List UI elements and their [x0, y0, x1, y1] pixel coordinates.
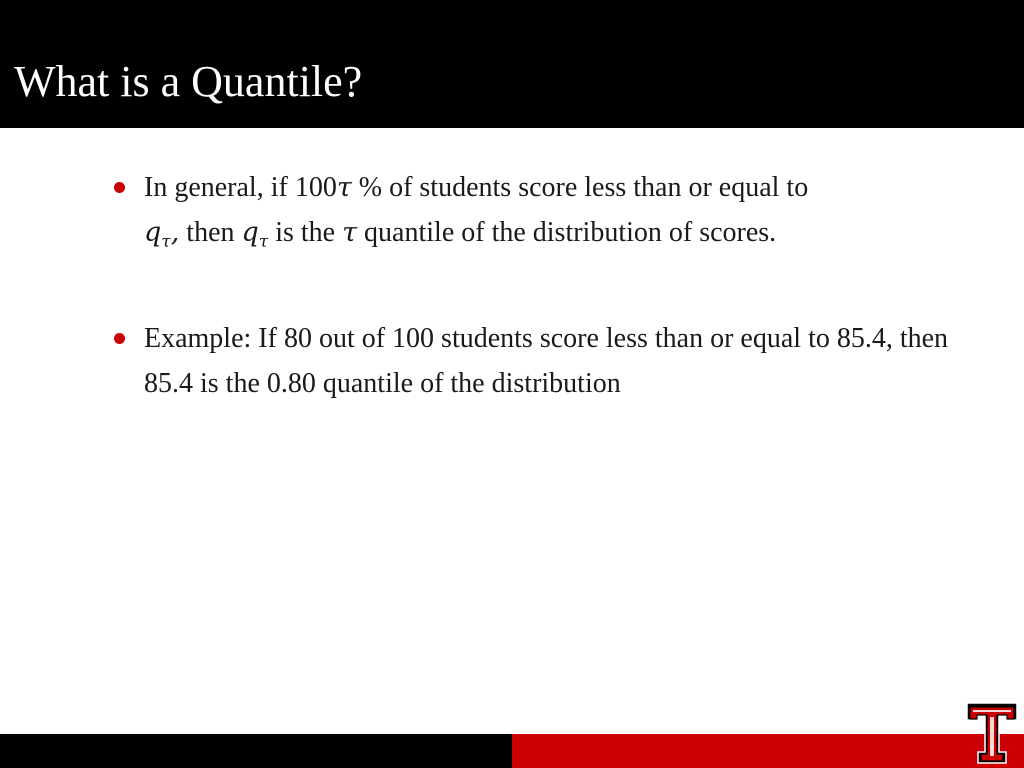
- bullet-text: In general, if 100τ % of students score less than or equal to $q_\tau$, then $q_\tau$ is the τ quantile of the distribution of scores.: [144, 172, 809, 252]
- bullet-text: Example: If 80 out of 100 students score less than or equal to 85.4, then 85.4 is the 0.80 quantile of the distribution: [144, 323, 949, 399]
- footer-bar-left: [0, 734, 512, 768]
- title-bar: [0, 0, 1024, 128]
- q-tau-symbol: $q_\tau$: [241, 217, 269, 252]
- bullet-item: [112, 316, 992, 406]
- tau-symbol: τ: [336, 172, 352, 203]
- tau-symbol: τ: [342, 217, 358, 248]
- slide-title: What is a Quantile?: [14, 57, 363, 106]
- footer-bar-right: [512, 734, 1024, 768]
- slide-content: [112, 165, 992, 467]
- q-tau-symbol: $q_\tau$: [144, 217, 171, 252]
- bullet-item: [112, 165, 992, 255]
- bullet-dot-icon: [114, 333, 125, 344]
- bullet-dot-icon: [114, 182, 125, 193]
- double-t-logo-icon: [962, 700, 1022, 766]
